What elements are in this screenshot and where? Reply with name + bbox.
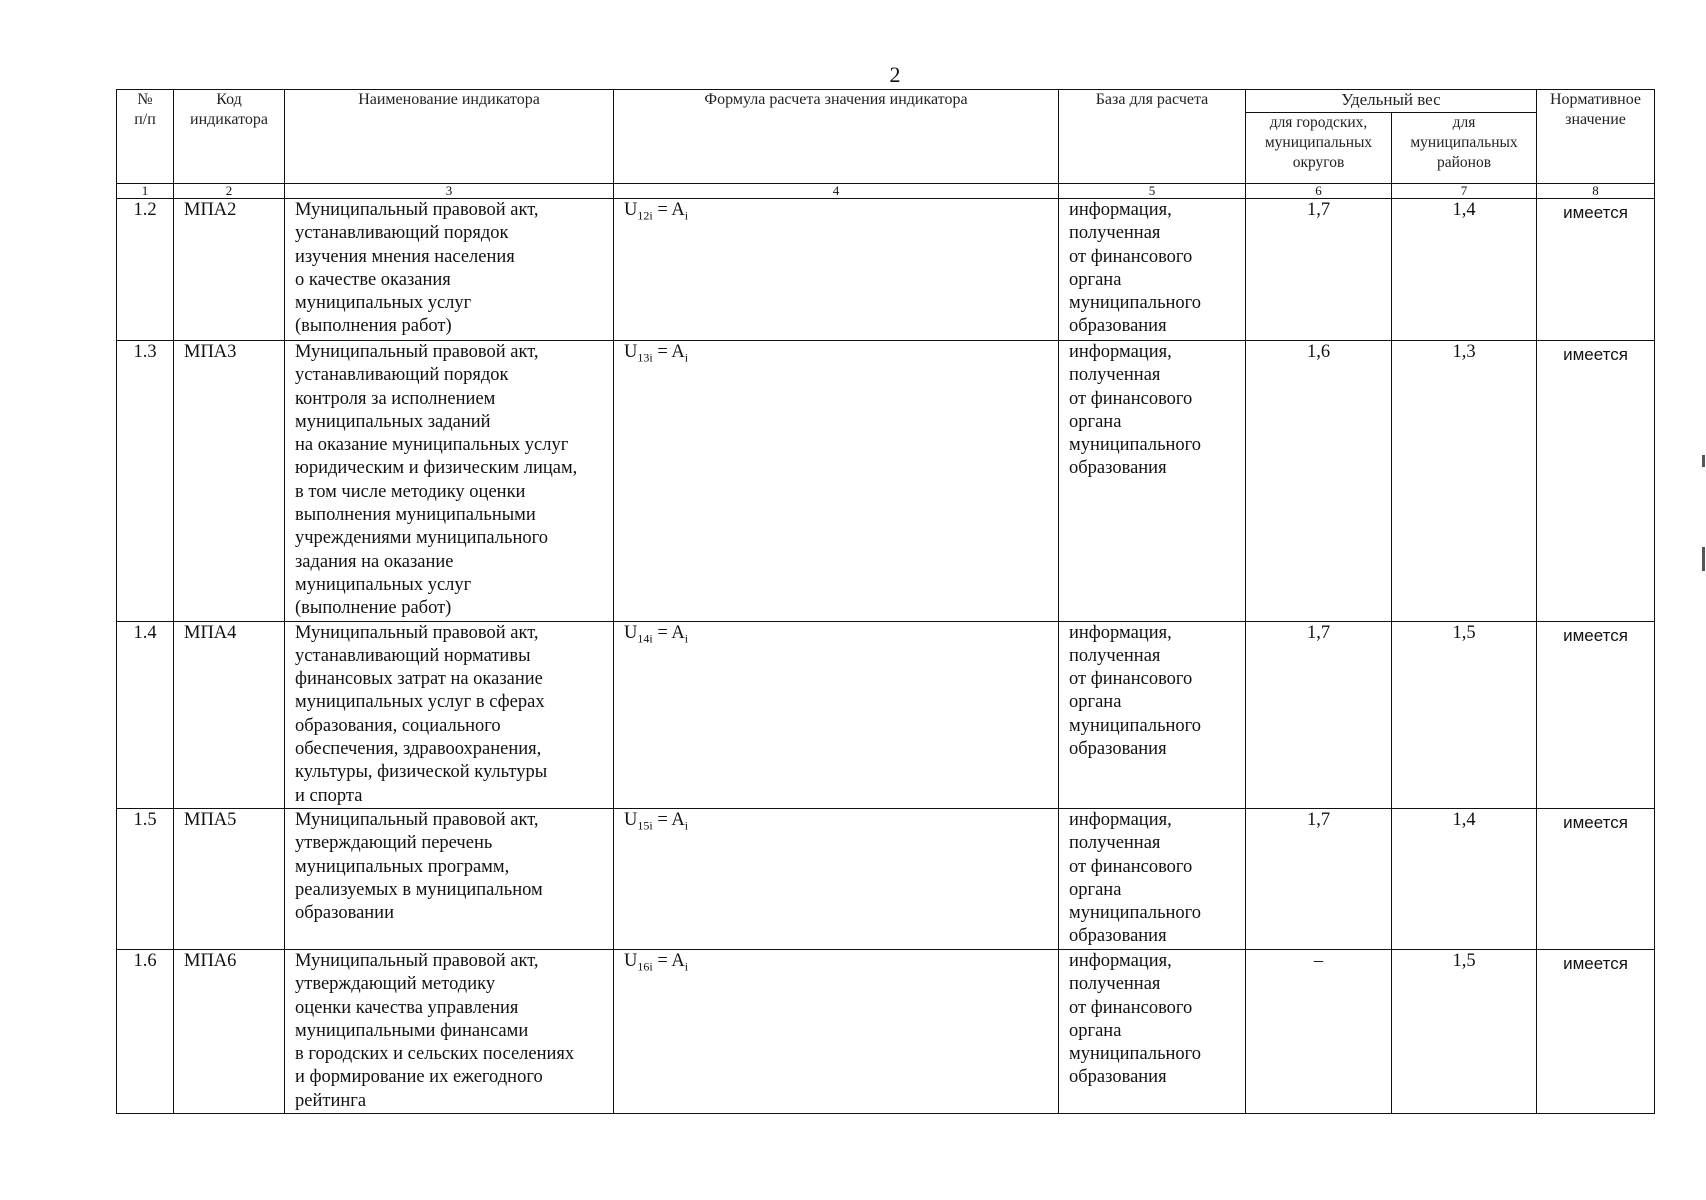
normative-value: имеется <box>1537 341 1655 622</box>
indicator-name: Муниципальный правовой акт, устанавливающий порядок контроля за исполнением муниципальных заданий на оказание муниципальных услуг юридическим и физическим лицам, в том числе методику оценки выполнения муниципальными учреждениями муниципального задания на оказание муниципальных услуг (выполнение работ) <box>285 341 614 622</box>
indicator-formula <box>614 808 1059 949</box>
weight-district: 1,4 <box>1392 808 1537 949</box>
formula-rest: = A <box>652 200 685 220</box>
weight-urban: – <box>1246 949 1392 1113</box>
normative-value: имеется <box>1537 808 1655 949</box>
header-weight-district: для муниципальных районов <box>1392 113 1537 184</box>
formula-rest: = A <box>652 809 685 830</box>
row-number: 1.2 <box>117 199 174 341</box>
scan-margin-mark <box>1702 455 1705 467</box>
indicator-formula <box>614 949 1059 1113</box>
calculation-base: информация, полученная от финансового органа муниципального образования <box>1059 949 1246 1113</box>
calculation-base: информация, полученная от финансового органа муниципального образования <box>1059 341 1246 622</box>
weight-urban: 1,7 <box>1246 199 1392 341</box>
header-weight-urban: для городских, муниципальных округов <box>1246 113 1392 184</box>
column-number: 7 <box>1392 184 1537 199</box>
weight-urban: 1,6 <box>1246 341 1392 622</box>
indicators-table <box>116 89 1655 1114</box>
normative-value: имеется <box>1537 949 1655 1113</box>
normative-value: имеется <box>1537 621 1655 808</box>
row-number: 1.6 <box>117 949 174 1113</box>
column-number: 8 <box>1537 184 1655 199</box>
weight-district: 1,4 <box>1392 199 1537 341</box>
indicator-name: Муниципальный правовой акт, утверждающий методику оценки качества управления муниципальными финансами в городских и сельских поселениях и формирование их ежегодного рейтинга <box>285 949 614 1113</box>
formula-var: U <box>624 200 638 220</box>
formula-rest: = A <box>652 342 685 362</box>
header-code: Код индикатора <box>174 90 285 184</box>
table-row <box>117 341 1655 622</box>
calculation-base: информация, полученная от финансового органа муниципального образования <box>1059 621 1246 808</box>
scan-margin-mark <box>1702 547 1705 571</box>
header-base: База для расчета <box>1059 90 1246 184</box>
indicator-code: МПА2 <box>174 199 285 341</box>
indicator-name: Муниципальный правовой акт, устанавливающий нормативы финансовых затрат на оказание муниципальных услуг в сферах образования, социального обеспечения, здравоохранения, культуры, физической культуры и спорта <box>285 621 614 808</box>
column-number: 1 <box>117 184 174 199</box>
formula-subscript-2: i <box>684 631 689 646</box>
indicator-formula <box>614 341 1059 622</box>
formula-subscript-2: i <box>684 818 689 833</box>
weight-district: 1,5 <box>1392 949 1537 1113</box>
indicator-formula <box>614 199 1059 341</box>
formula-subscript-2: i <box>684 350 689 365</box>
table-row <box>117 621 1655 808</box>
column-number: 6 <box>1246 184 1392 199</box>
row-number: 1.5 <box>117 808 174 949</box>
formula-subscript: 16i <box>637 959 653 974</box>
formula-var: U <box>624 950 638 971</box>
column-number: 3 <box>285 184 614 199</box>
column-number: 5 <box>1059 184 1246 199</box>
formula-rest: = A <box>652 622 685 643</box>
header-norm: Нормативное значение <box>1537 90 1655 184</box>
formula-subscript: 13i <box>637 350 653 365</box>
calculation-base: информация, полученная от финансового органа муниципального образования <box>1059 199 1246 341</box>
indicator-name: Муниципальный правовой акт, утверждающий перечень муниципальных программ, реализуемых в муниципальном образовании <box>285 808 614 949</box>
weight-urban: 1,7 <box>1246 808 1392 949</box>
weight-district: 1,5 <box>1392 621 1537 808</box>
formula-rest: = A <box>652 950 685 971</box>
formula-var: U <box>624 622 638 643</box>
calculation-base: информация, полученная от финансового органа муниципального образования <box>1059 808 1246 949</box>
indicator-formula <box>614 621 1059 808</box>
column-number: 2 <box>174 184 285 199</box>
indicator-code: МПА3 <box>174 341 285 622</box>
header-formula: Формула расчета значения индикатора <box>614 90 1059 184</box>
formula-subscript: 12i <box>637 208 653 223</box>
formula-subscript: 14i <box>637 631 653 646</box>
table-row <box>117 808 1655 949</box>
header-num: № п/п <box>117 90 174 184</box>
weight-urban: 1,7 <box>1246 621 1392 808</box>
page-number: 2 <box>889 62 901 87</box>
formula-subscript: 15i <box>637 818 653 833</box>
table-row <box>117 949 1655 1113</box>
table-row <box>117 199 1655 341</box>
weight-district: 1,3 <box>1392 341 1537 622</box>
indicator-code: МПА5 <box>174 808 285 949</box>
indicator-code: МПА4 <box>174 621 285 808</box>
row-number: 1.4 <box>117 621 174 808</box>
header-weight-group: Удельный вес <box>1246 90 1537 113</box>
indicator-name: Муниципальный правовой акт, устанавливающий порядок изучения мнения населения о качестве оказания муниципальных услуг (выполнения работ) <box>285 199 614 341</box>
header-name: Наименование индикатора <box>285 90 614 184</box>
indicator-code: МПА6 <box>174 949 285 1113</box>
formula-subscript-2: i <box>684 208 689 223</box>
row-number: 1.3 <box>117 341 174 622</box>
formula-subscript-2: i <box>684 959 689 974</box>
normative-value: имеется <box>1537 199 1655 341</box>
column-number-row <box>117 184 1655 199</box>
column-number: 4 <box>614 184 1059 199</box>
formula-var: U <box>624 342 638 362</box>
formula-var: U <box>624 809 638 830</box>
